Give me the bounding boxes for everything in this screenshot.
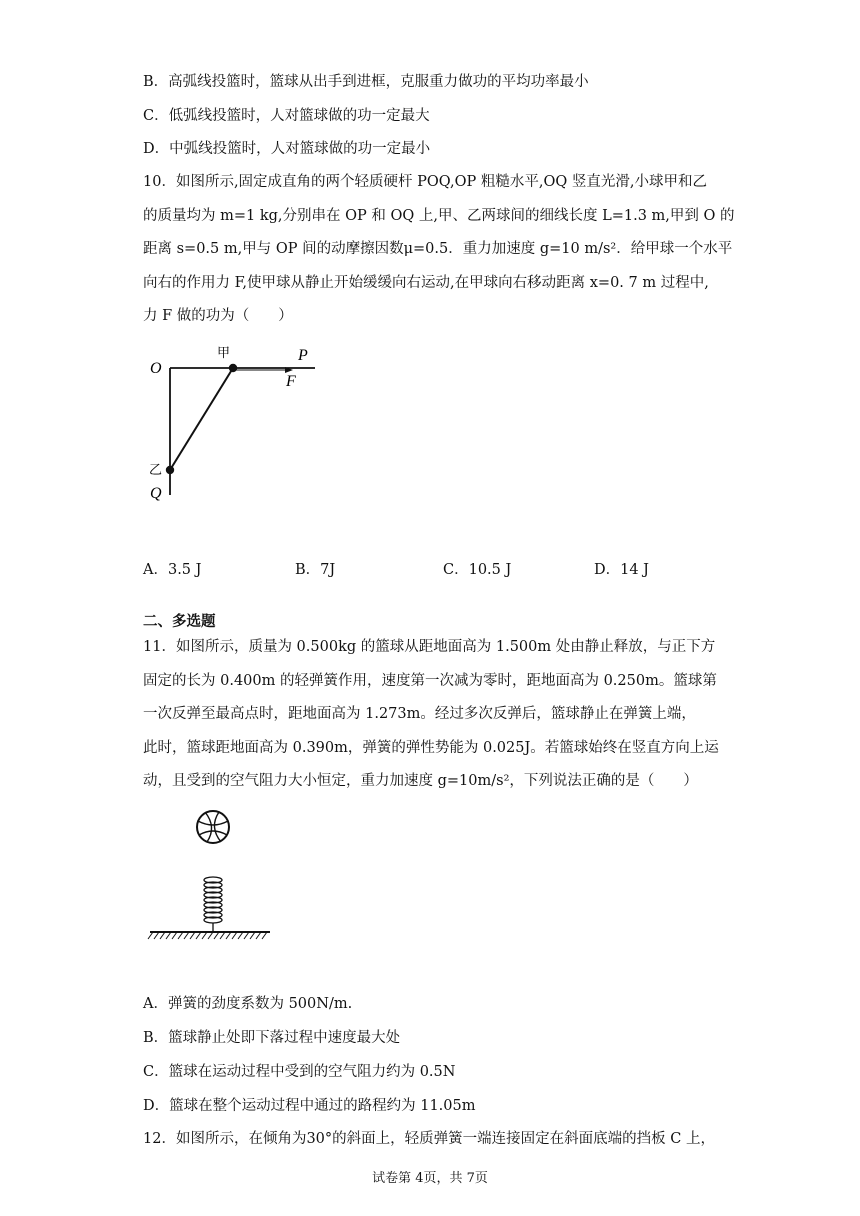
q10-stem-line-4: 向右的作用力 F,使甲球从静止开始缓缓向右运动,在甲球向右移动距离 x=0. 7 m 过程中, — [143, 275, 709, 291]
page-footer: 试卷第 4页，共 7页 — [372, 1171, 488, 1186]
q9-option-c: C．低弧线投篮时，人对篮球做的功一定最大 — [143, 108, 430, 124]
spring-icon — [204, 877, 222, 932]
q10-stem-line-1: 10．如图所示,固定成直角的两个轻质硬杆 POQ,OP 粗糙水平,OQ 竖直光滑,小球甲和乙 — [143, 174, 707, 190]
q10-option-b: B．7J — [295, 562, 336, 578]
label-p: P — [298, 347, 308, 364]
q10-option-d: D．14 J — [594, 562, 649, 578]
section-title-multiple-choice: 二、多选题 — [143, 613, 216, 630]
q11-stem-line-1: 11．如图所示，质量为 0.500kg 的篮球从距地面高为 1.500m 处由静止释放，与正下方 — [143, 639, 716, 655]
q10-stem-line-2: 的质量均为 m=1 kg,分别串在 OP 和 OQ 上,甲、乙两球间的细线长度 L=1.3 m,甲到 O 的 — [143, 208, 735, 224]
ball-jia — [229, 364, 237, 372]
q10-stem-line-3: 距离 s=0.5 m,甲与 OP 间的动摩擦因数μ=0.5．重力加速度 g=10 m/s²．给甲球一个水平 — [143, 241, 733, 257]
label-f: F — [286, 373, 296, 390]
q11-stem-line-3: 一次反弹至最高点时，距地面高为 1.273m。经过多次反弹后，篮球静止在弹簧上端， — [143, 706, 696, 722]
ground-hatch — [148, 932, 270, 939]
q11-option-a: A．弹簧的劲度系数为 500N/m. — [143, 996, 353, 1012]
q11-stem-line-2: 固定的长为 0.400m 的轻弹簧作用，速度第一次减为零时，距地面高为 0.250m。篮球第 — [143, 673, 717, 689]
q12-stem-line-1: 12．如图所示，在倾角为30°的斜面上，轻质弹簧一端连接固定在斜面底端的挡板 C 上， — [143, 1131, 715, 1147]
q10-stem-line-5: 力 F 做的功为（ ） — [143, 308, 293, 324]
q9-option-d: D．中弧线投篮时，人对篮球做的功一定最小 — [143, 141, 431, 157]
label-q: Q — [150, 485, 162, 502]
string-line — [170, 368, 233, 470]
label-yi: 乙 — [149, 463, 163, 478]
q11-option-c: C．篮球在运动过程中受到的空气阻力约为 0.5N — [143, 1064, 456, 1080]
q11-option-d: D．篮球在整个运动过程中通过的路程约为 11.05m — [143, 1098, 476, 1114]
q11-basketball-spring-figure — [145, 805, 275, 945]
q11-stem-line-5: 动，且受到的空气阻力大小恒定，重力加速度 g=10m/s²，下列说法正确的是（ ） — [143, 773, 698, 789]
label-jia: 甲 — [217, 346, 231, 361]
basketball-icon — [197, 811, 229, 843]
q11-stem-line-4: 此时，篮球距地面高为 0.390m，弹簧的弹性势能为 0.025J。若篮球始终在竖直方向上运 — [143, 740, 719, 756]
q10-option-a: A．3.5 J — [143, 562, 202, 578]
q11-option-b: B．篮球静止处即下落过程中速度最大处 — [143, 1030, 401, 1046]
ball-yi — [166, 466, 174, 474]
label-o: O — [150, 360, 162, 377]
q10-rod-figure — [140, 340, 340, 510]
q10-option-c: C．10.5 J — [443, 562, 512, 578]
q9-option-b: B．高弧线投篮时，篮球从出手到进框，克服重力做功的平均功率最小 — [143, 74, 589, 90]
